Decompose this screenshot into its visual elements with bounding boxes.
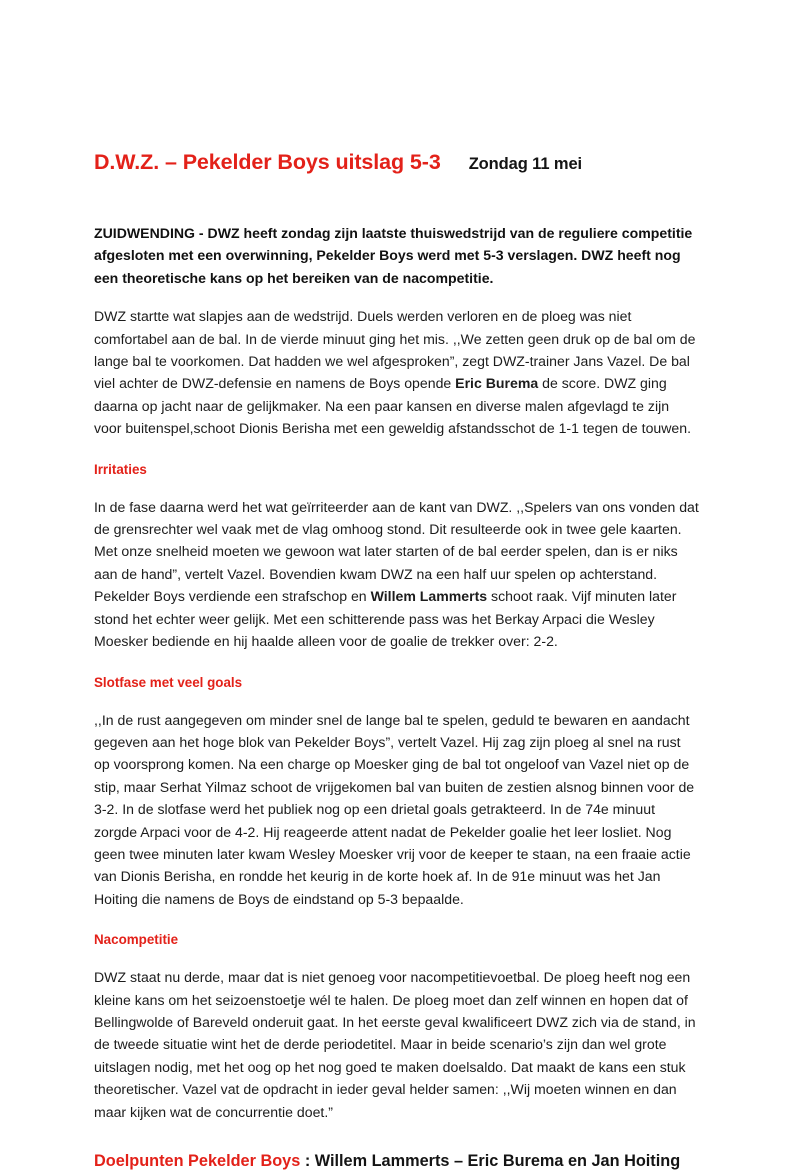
paragraph-2-text-after-bold: schoot raak. Vijf minuten later stond het echter weer gelijk. Met een schitterende pass was het Berkay Arpaci die Wesley Moesker bediende en hij haalde alleen voor de goalie de trekker over: 2-2. (94, 588, 677, 650)
article-date: Zondag 11 mei (468, 155, 583, 173)
article-paragraph-4: DWZ staat nu derde, maar dat is niet genoeg voor nacompetitievoetbal. De ploeg heeft nog een kleine kans om het seizoenstoetje wél te halen. De ploeg moet dan zelf winnen en hopen dat of Bellingwolde of Bareveld onderuit gaat. In het eerste geval kwalificeert DWZ zich via de stand, in de tweede situatie wint het de derde periodetitel. Maar in beide scenario’s zijn dan wel grote uitslagen nodig, met het oog op het nog goed te maken doelsaldo. Dat maakt de kans een stuk theoretischer. Vazel vat de opdracht in ieder geval helder samen: ,,Wij moeten winnen en dan maar kijken wat de concurrentie doet.” (94, 969, 696, 1120)
paragraph-2-text-before-bold: In de fase daarna werd het wat geïrriteerder aan de kant van DWZ. ,,Spelers van ons vonden dat de grensrechter wel vaak met de vlag omhoog stond. Dit resulteerde ook in twee gele kaarten. Met onze snelheid moeten we gewoon wat later starten of de bal eerder spelen, dan is er niks aan de hand”, vertelt Vazel. Bovendien kwam DWZ na een half uur spelen op achterstand. Pekelder Boys verdiende een strafschop en (94, 498, 699, 605)
article-paragraph-3: ,,In de rust aangegeven om minder snel de lange bal te spelen, geduld te bewaren en aandacht gegeven aan het hoge blok van Pekelder Boys”, vertelt Vazel. Hij zag zijn ploeg al snel na rust op voorsprong komen. Na een charge op Moesker ging de bal tot ongeloof van Vazel niet op de stip, maar Serhat Yilmaz schoot de vrijgekomen bal van buiten de zestien alsnog binnen voor de 3-2. In de slotfase werd het publiek nog op een drietal goals getrakteerd. In de 74e minuut zorgde Arpaci voor de 4-2. Hij reageerde attent nadat de Pekelder goalie het leer losliet. Nog geen twee minuten later kwam Wesley Moesker vrij voor de keeper te staan, na een fraaie actie van Dionis Berisha, en rondde het keurig in de korte hoek af. In de 91e minuut was het Jan Hoiting die namens de Boys de eindstand op 5-3 bepaalde. (94, 711, 695, 907)
document-body (94, 150, 700, 1173)
goal-scorers-label: Doelpunten Pekelder Boys (94, 1152, 301, 1170)
subheading-nacompetitie: Nacompetitie (94, 932, 179, 948)
subheading-irritaties: Irritaties (94, 461, 147, 477)
subheading-slotfase: Slotfase met veel goals (94, 674, 243, 690)
player-name-willem-lammerts: Willem Lammerts (370, 588, 488, 605)
player-name-eric-burema: Eric Burema (455, 375, 539, 392)
paragraph-1-text-after-bold: de score. DWZ ging daarna op jacht naar de gelijkmaker. Na een paar kansen en diverse malen afgevlagd te zijn voor buitenspel,schoot Dionis Berisha met een geweldig afstandsschot de 1-1 tegen de touwen. (94, 375, 692, 437)
article-paragraph-1 (94, 305, 700, 439)
article-paragraph-2 (94, 496, 700, 653)
paragraph-1-text-before-bold: DWZ startte wat slapjes aan de wedstrijd. Duels werden verloren en de ploeg was niet comfortabel aan de bal. In de vierde minuut ging het mis. ,,We zetten geen druk op de bal om de lange bal te voorkomen. Dat hadden we wel afgesproken”, zegt DWZ-trainer Jans Vazel. De bal viel achter de DWZ-defensie en namens de Boys opende (94, 308, 696, 392)
article-lead-paragraph: ZUIDWENDING - DWZ heeft zondag zijn laatste thuiswedstrijd van de reguliere competitie afgesloten met een overwinning, Pekelder Boys werd met 5-3 verslagen. DWZ heeft nog een theoretische kans op het bereiken van de nacompetitie. (94, 225, 693, 286)
article-title: D.W.Z. – Pekelder Boys uitslag 5-3 (94, 150, 441, 174)
article-title-row (94, 150, 700, 175)
goal-scorers-names: : Willem Lammerts – Eric Burema en Jan Hoiting (300, 1152, 681, 1170)
goal-scorers-line (94, 1149, 700, 1173)
